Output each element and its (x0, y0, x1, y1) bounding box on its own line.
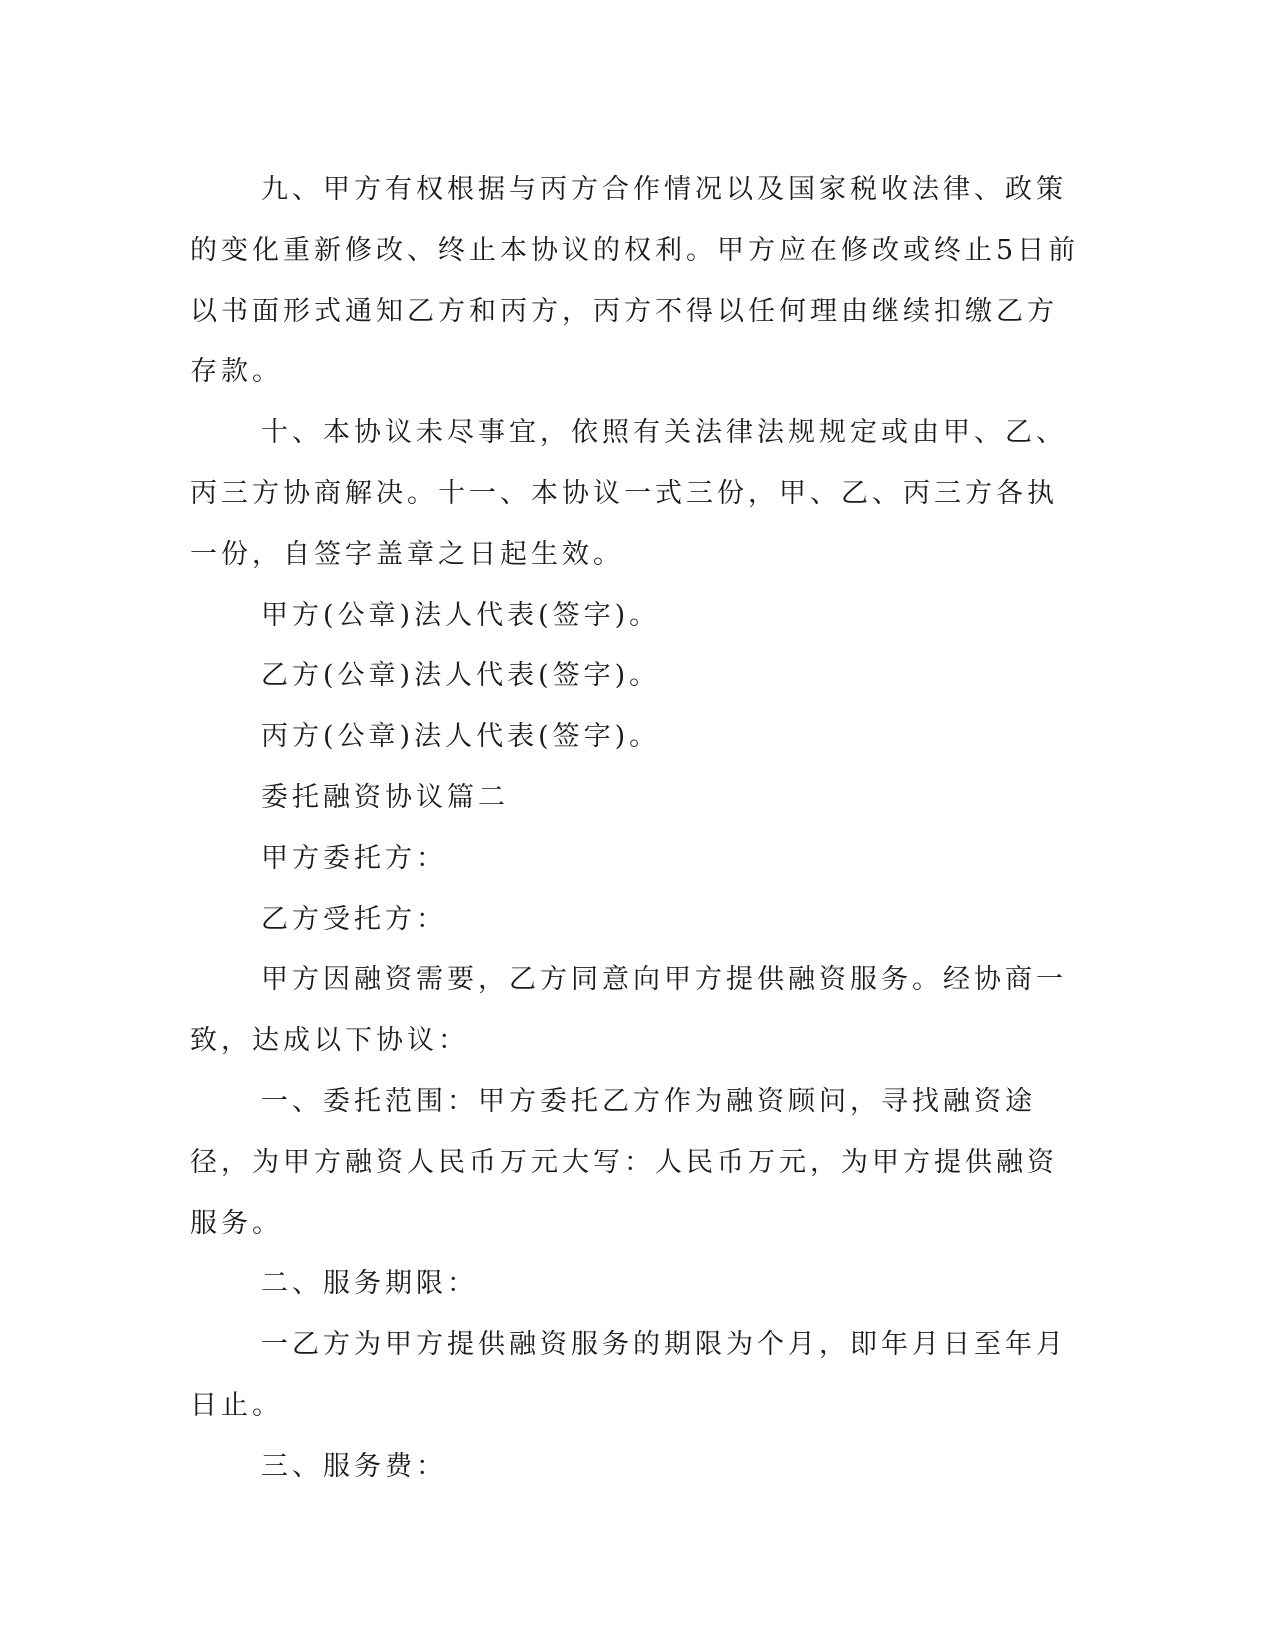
paragraph-scope: 一、委托范围：甲方委托乙方作为融资顾问，寻找融资途径，为甲方融资人民币万元大写：人民币万元，为甲方提供融资服务。 (190, 1085, 1058, 1239)
heading-service-fee: 三、服务费： (261, 1450, 447, 1482)
document-body (190, 160, 1080, 1498)
paragraph-clause-10-11: 十、本协议未尽事宜，依照有关法律法规规定或由甲、乙、丙三方协商解决。十一、本协议一式三份，甲、乙、丙三方各执一份，自签字盖章之日起生效。 (190, 417, 1067, 570)
signature-party-c: 丙方(公章)法人代表(签字)。 (261, 721, 661, 753)
signature-party-a: 甲方(公章)法人代表(签字)。 (261, 599, 661, 631)
signature-party-b: 乙方(公章)法人代表(签字)。 (261, 660, 661, 692)
heading-service-term: 二、服务期限： (261, 1268, 478, 1300)
paragraph-clause-9: 九、甲方有权根据与丙方合作情况以及国家税收法律、政策的变化重新修改、终止本协议的权利。甲方应在修改或终止5日前以书面形式通知乙方和丙方，丙方不得以任何理由继续扣缴乙方存款。 (190, 174, 1080, 388)
paragraph-intro: 甲方因融资需要，乙方同意向甲方提供融资服务。经协商一致，达成以下协议： (190, 964, 1067, 1057)
party-a-label: 甲方委托方： (261, 842, 447, 874)
party-b-label: 乙方受托方： (261, 903, 447, 935)
paragraph-service-term: 一乙方为甲方提供融资服务的期限为个月，即年月日至年月日止。 (190, 1329, 1067, 1421)
section-title: 委托融资协议篇二 (261, 781, 509, 813)
